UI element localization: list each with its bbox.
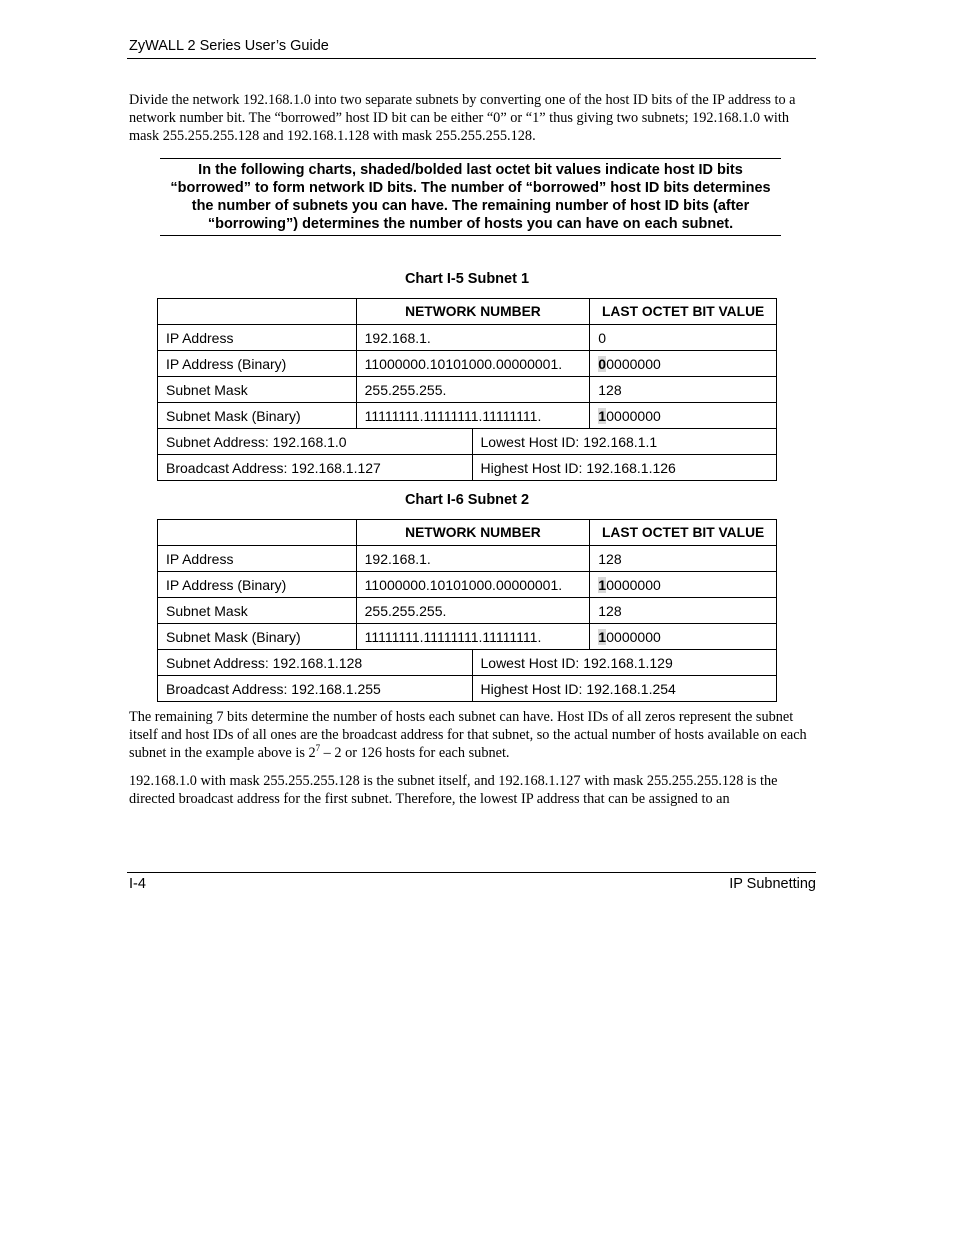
remaining-bits: 0000000 [606, 355, 661, 372]
table-row [158, 377, 777, 403]
borrowed-bit: 0 [598, 355, 607, 372]
highest-host-id: Highest Host ID: 192.168.1.254 [472, 676, 777, 702]
network-value: 11111111.11111111.11111111. [356, 624, 590, 650]
network-value: 255.255.255. [356, 377, 590, 403]
table-row [158, 325, 777, 351]
table-row [158, 403, 777, 429]
footer-divider [127, 872, 816, 873]
empty-header-cell [158, 520, 357, 546]
table-row [158, 624, 777, 650]
row-label: Subnet Mask [158, 377, 357, 403]
row-label: Subnet Mask (Binary) [158, 624, 357, 650]
table-row [158, 676, 777, 702]
chart-caption-subnet-1: Chart I-5 Subnet 1 [404, 271, 530, 287]
subnet-2-table [157, 519, 777, 702]
row-label: Subnet Mask (Binary) [158, 403, 357, 429]
network-value: 11000000.10101000.00000001. [356, 351, 590, 377]
hosts-text-before: The remaining 7 bits determine the number of hosts each subnet can have. Host IDs of all zeros represent the subnet itself and host IDs of all ones are the broadcast address for that subnet, so the actual number of hosts available on each subnet in the example above is 2 [129, 709, 807, 761]
lowest-host-id: Lowest Host ID: 192.168.1.1 [472, 429, 777, 455]
broadcast-paragraph: 192.168.1.0 with mask 255.255.255.128 is the subnet itself, and 192.168.1.127 with mask 255.255.255.128 is the directed broadcast address for the first subnet. Therefore, the lowest IP address that can be assigned to an [129, 773, 778, 807]
borrowed-bit: 1 [598, 407, 607, 424]
last-octet-value [590, 403, 777, 429]
intro-paragraph: Divide the network 192.168.1.0 into two separate subnets by converting one of the host ID bits of the IP address to a network number bit. The “borrowed” host ID bit can be either “0” or “1” thus giving two subnets; 192.168.1.0 with mask 255.255.255.128 and 192.168.1.128 with mask 255.255.255.128. [129, 92, 796, 144]
row-label: IP Address (Binary) [158, 351, 357, 377]
header-divider [127, 58, 816, 59]
borrowed-bit: 1 [598, 628, 607, 645]
broadcast-address: Broadcast Address: 192.168.1.127 [158, 455, 473, 481]
table-row [158, 429, 777, 455]
lowest-host-id: Lowest Host ID: 192.168.1.129 [472, 650, 777, 676]
section-title: IP Subnetting [729, 876, 816, 892]
remaining-bits: 0000000 [606, 407, 661, 424]
last-octet-value [590, 351, 777, 377]
note-box: In the following charts, shaded/bolded last octet bit values indicate host ID bits “borrowed” to form network ID bits. The number of “borrowed” host ID bits determines the number of subnets you can have. The remaining number of host ID bits (after “borrowing”) determines the number of hosts you can have on each subnet. [160, 158, 781, 236]
exponent: 7 [315, 743, 321, 753]
hosts-text-after: – 2 or 126 hosts for each subnet. [320, 745, 510, 761]
subnet-address: Subnet Address: 192.168.1.128 [158, 650, 473, 676]
table-header-row [158, 520, 777, 546]
page-number: I-4 [129, 876, 146, 892]
row-label: IP Address [158, 546, 357, 572]
network-value: 11111111.11111111.11111111. [356, 403, 590, 429]
last-octet-header: LAST OCTET BIT VALUE [590, 520, 777, 546]
network-value: 255.255.255. [356, 598, 590, 624]
network-value: 192.168.1. [356, 546, 590, 572]
broadcast-address: Broadcast Address: 192.168.1.255 [158, 676, 473, 702]
last-octet-value [590, 572, 777, 598]
row-label: Subnet Mask [158, 598, 357, 624]
table-row [158, 546, 777, 572]
borrowed-bit: 1 [598, 576, 607, 593]
remaining-bits: 0000000 [606, 628, 661, 645]
network-number-header: NETWORK NUMBER [356, 520, 590, 546]
empty-header-cell [158, 299, 357, 325]
highest-host-id: Highest Host ID: 192.168.1.126 [472, 455, 777, 481]
row-label: IP Address [158, 325, 357, 351]
last-octet-value: 0 [590, 325, 777, 351]
hosts-paragraph [129, 708, 817, 762]
table-header-row [158, 299, 777, 325]
last-octet-header: LAST OCTET BIT VALUE [590, 299, 777, 325]
last-octet-value: 128 [590, 598, 777, 624]
table-row [158, 351, 777, 377]
last-octet-value: 128 [590, 377, 777, 403]
remaining-bits: 0000000 [606, 576, 661, 593]
row-label: IP Address (Binary) [158, 572, 357, 598]
last-octet-value: 128 [590, 546, 777, 572]
subnet-address: Subnet Address: 192.168.1.0 [158, 429, 473, 455]
network-value: 11000000.10101000.00000001. [356, 572, 590, 598]
table-row [158, 598, 777, 624]
table-row [158, 650, 777, 676]
chart-caption-subnet-2: Chart I-6 Subnet 2 [404, 492, 530, 508]
table-row [158, 455, 777, 481]
page-header-title: ZyWALL 2 Series User’s Guide [129, 38, 329, 54]
last-octet-value [590, 624, 777, 650]
subnet-1-table [157, 298, 777, 481]
table-row [158, 572, 777, 598]
network-value: 192.168.1. [356, 325, 590, 351]
network-number-header: NETWORK NUMBER [356, 299, 590, 325]
